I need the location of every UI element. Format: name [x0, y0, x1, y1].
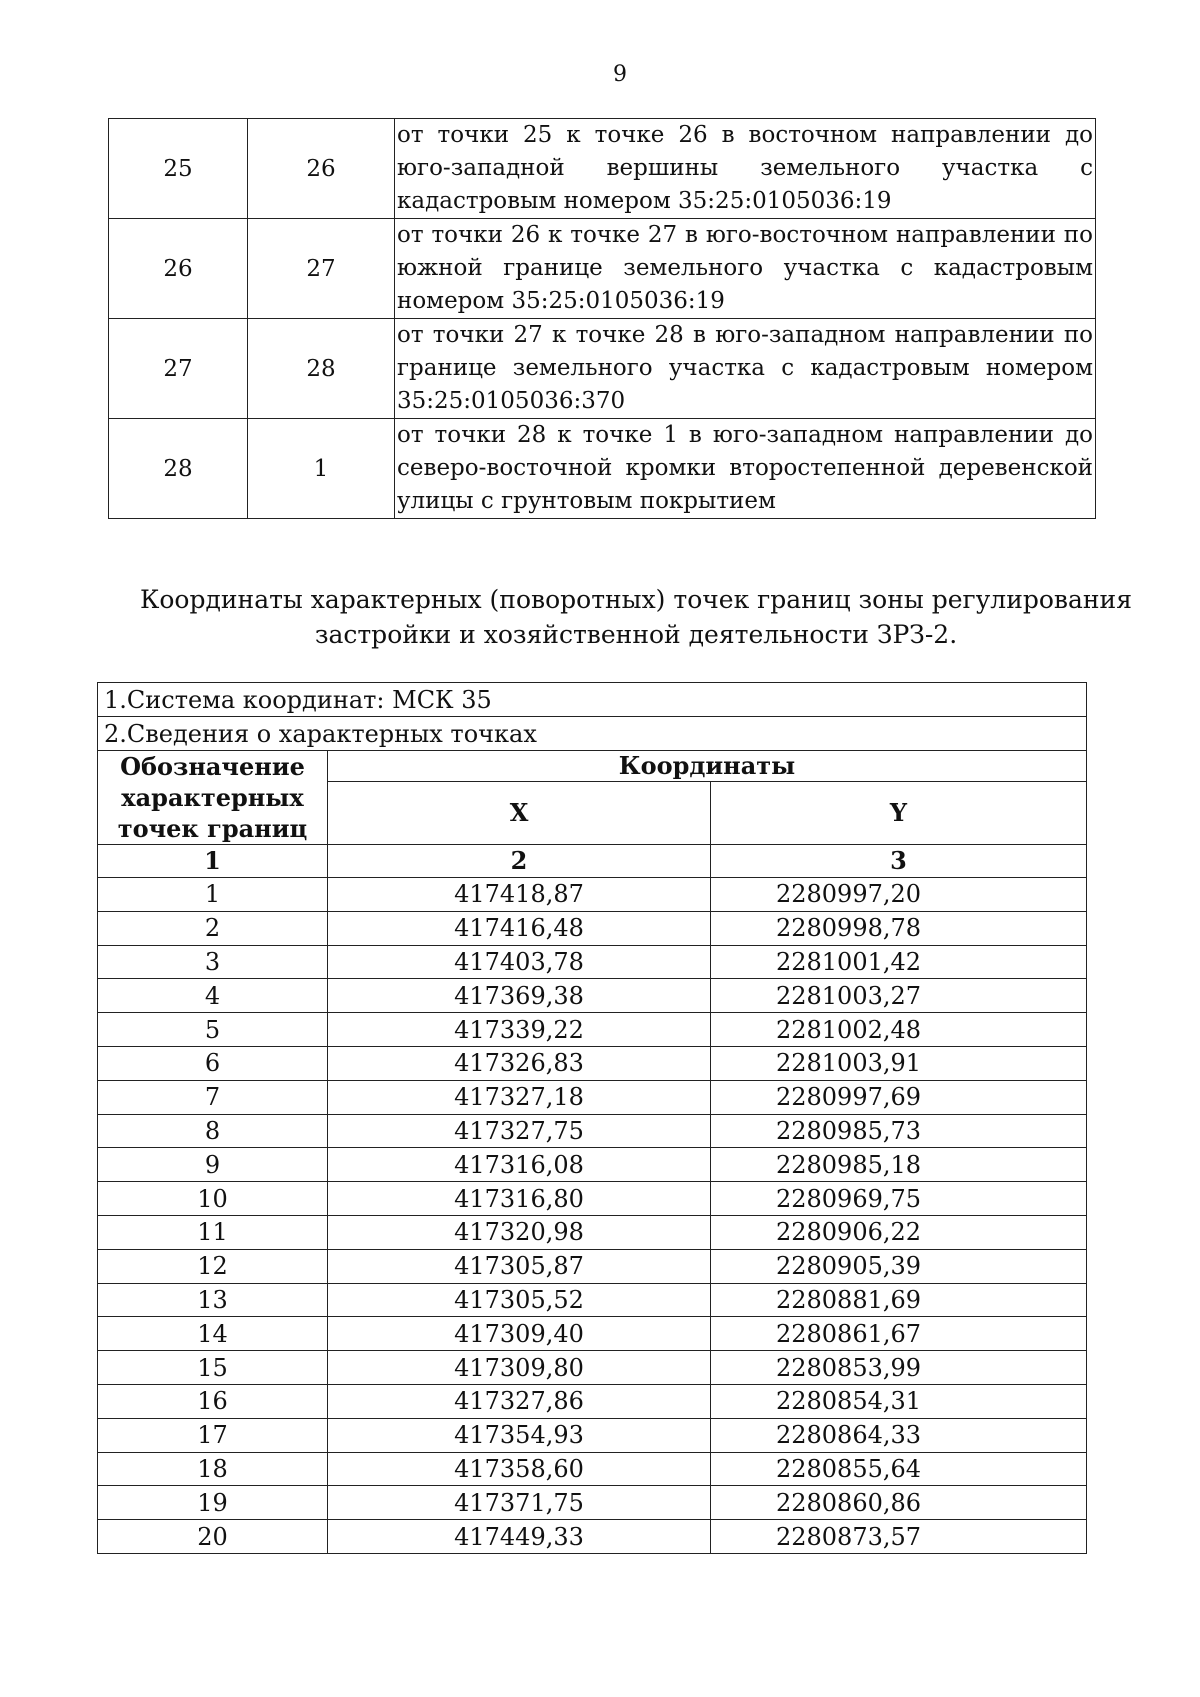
y-coordinate: 2280985,18	[711, 1148, 1087, 1182]
header-y: Y	[711, 782, 1087, 845]
y-coordinate: 2280905,39	[711, 1249, 1087, 1283]
point-number: 1	[98, 878, 328, 912]
y-coordinate: 2280985,73	[711, 1114, 1087, 1148]
x-coordinate: 417327,75	[328, 1114, 711, 1148]
y-coordinate: 2280998,78	[711, 911, 1087, 945]
x-coordinate: 417354,93	[328, 1418, 711, 1452]
y-coordinate: 2280864,33	[711, 1418, 1087, 1452]
header-designation: Обозначение характерных точек границ	[98, 751, 328, 845]
coordinate-system-row: 1.Система координат: МСК 35	[98, 683, 1087, 717]
y-coordinate: 2280861,67	[711, 1317, 1087, 1351]
coordinate-row	[98, 1182, 1087, 1216]
header-x: X	[328, 782, 711, 845]
coordinate-row	[98, 1452, 1087, 1486]
point-number: 15	[98, 1351, 328, 1385]
column-number-2: 2	[328, 845, 711, 878]
point-number: 8	[98, 1114, 328, 1148]
coordinate-row	[98, 1486, 1087, 1520]
x-coordinate: 417327,86	[328, 1384, 711, 1418]
points-info-row: 2.Сведения о характерных точках	[98, 717, 1087, 751]
segment-description: от точки 28 к точке 1 в юго-западном направлении до северо-восточной кромки второстепенной деревенской улицы с грунтовым покрытием	[395, 419, 1096, 519]
segment-row	[109, 319, 1096, 419]
point-number: 4	[98, 979, 328, 1013]
coordinate-row	[98, 945, 1087, 979]
segment-to-point: 26	[248, 119, 395, 219]
segment-row	[109, 219, 1096, 319]
column-number-3: 3	[711, 845, 1087, 878]
coordinate-row	[98, 1384, 1087, 1418]
point-number: 3	[98, 945, 328, 979]
point-number: 10	[98, 1182, 328, 1216]
y-coordinate: 2280873,57	[711, 1520, 1087, 1554]
y-coordinate: 2280969,75	[711, 1182, 1087, 1216]
x-coordinate: 417403,78	[328, 945, 711, 979]
x-coordinate: 417309,80	[328, 1351, 711, 1385]
coordinate-row	[98, 1114, 1087, 1148]
y-coordinate: 2280997,69	[711, 1080, 1087, 1114]
x-coordinate: 417305,52	[328, 1283, 711, 1317]
x-coordinate: 417316,08	[328, 1148, 711, 1182]
coordinate-row	[98, 1215, 1087, 1249]
column-number-1: 1	[98, 845, 328, 878]
y-coordinate: 2280855,64	[711, 1452, 1087, 1486]
coordinate-row	[98, 1283, 1087, 1317]
point-number: 18	[98, 1452, 328, 1486]
point-number: 6	[98, 1046, 328, 1080]
point-number: 7	[98, 1080, 328, 1114]
coordinates-table	[97, 682, 1087, 1554]
point-number: 20	[98, 1520, 328, 1554]
x-coordinate: 417327,18	[328, 1080, 711, 1114]
x-coordinate: 417305,87	[328, 1249, 711, 1283]
point-number: 5	[98, 1013, 328, 1047]
point-number: 12	[98, 1249, 328, 1283]
point-number: 11	[98, 1215, 328, 1249]
coordinate-row	[98, 911, 1087, 945]
segment-description: от точки 27 к точке 28 в юго-западном направлении по границе земельного участка с кадастровым номером 35:25:0105036:370	[395, 319, 1096, 419]
boundary-segments-table	[108, 118, 1096, 519]
segment-from-point: 26	[109, 219, 248, 319]
segment-row	[109, 119, 1096, 219]
y-coordinate: 2281002,48	[711, 1013, 1087, 1047]
segment-from-point: 28	[109, 419, 248, 519]
coordinate-row	[98, 878, 1087, 912]
point-number: 16	[98, 1384, 328, 1418]
x-coordinate: 417358,60	[328, 1452, 711, 1486]
coordinate-row	[98, 1351, 1087, 1385]
x-coordinate: 417326,83	[328, 1046, 711, 1080]
page-number: 9	[613, 62, 627, 87]
x-coordinate: 417369,38	[328, 979, 711, 1013]
segment-to-point: 28	[248, 319, 395, 419]
y-coordinate: 2280997,20	[711, 878, 1087, 912]
point-number: 13	[98, 1283, 328, 1317]
segment-from-point: 25	[109, 119, 248, 219]
x-coordinate: 417309,40	[328, 1317, 711, 1351]
segment-description: от точки 26 к точке 27 в юго-восточном направлении по южной границе земельного участка с кадастровым номером 35:25:0105036:19	[395, 219, 1096, 319]
point-number: 9	[98, 1148, 328, 1182]
y-coordinate: 2280860,86	[711, 1486, 1087, 1520]
segment-row	[109, 419, 1096, 519]
x-coordinate: 417339,22	[328, 1013, 711, 1047]
coordinate-row	[98, 1520, 1087, 1554]
y-coordinate: 2281003,91	[711, 1046, 1087, 1080]
x-coordinate: 417316,80	[328, 1182, 711, 1216]
coordinate-row	[98, 1013, 1087, 1047]
coordinate-row	[98, 979, 1087, 1013]
segment-to-point: 1	[248, 419, 395, 519]
segment-description: от точки 25 к точке 26 в восточном направлении до юго-западной вершины земельного участка с кадастровым номером 35:25:0105036:19	[395, 119, 1096, 219]
segment-from-point: 27	[109, 319, 248, 419]
y-coordinate: 2280881,69	[711, 1283, 1087, 1317]
y-coordinate: 2281003,27	[711, 979, 1087, 1013]
point-number: 19	[98, 1486, 328, 1520]
coordinate-row	[98, 1148, 1087, 1182]
coordinate-row	[98, 1046, 1087, 1080]
point-number: 14	[98, 1317, 328, 1351]
x-coordinate: 417371,75	[328, 1486, 711, 1520]
segment-to-point: 27	[248, 219, 395, 319]
header-coordinates: Координаты	[328, 751, 1087, 782]
x-coordinate: 417418,87	[328, 878, 711, 912]
point-number: 17	[98, 1418, 328, 1452]
point-number: 2	[98, 911, 328, 945]
coordinates-caption: Координаты характерных (поворотных) точек границ зоны регулирования застройки и хозяйственной деятельности ЗРЗ-2.	[140, 585, 1132, 649]
y-coordinate: 2280853,99	[711, 1351, 1087, 1385]
coordinate-row	[98, 1317, 1087, 1351]
y-coordinate: 2281001,42	[711, 945, 1087, 979]
coordinate-row	[98, 1418, 1087, 1452]
y-coordinate: 2280906,22	[711, 1215, 1087, 1249]
x-coordinate: 417449,33	[328, 1520, 711, 1554]
y-coordinate: 2280854,31	[711, 1384, 1087, 1418]
x-coordinate: 417416,48	[328, 911, 711, 945]
x-coordinate: 417320,98	[328, 1215, 711, 1249]
coordinate-row	[98, 1249, 1087, 1283]
coordinate-row	[98, 1080, 1087, 1114]
